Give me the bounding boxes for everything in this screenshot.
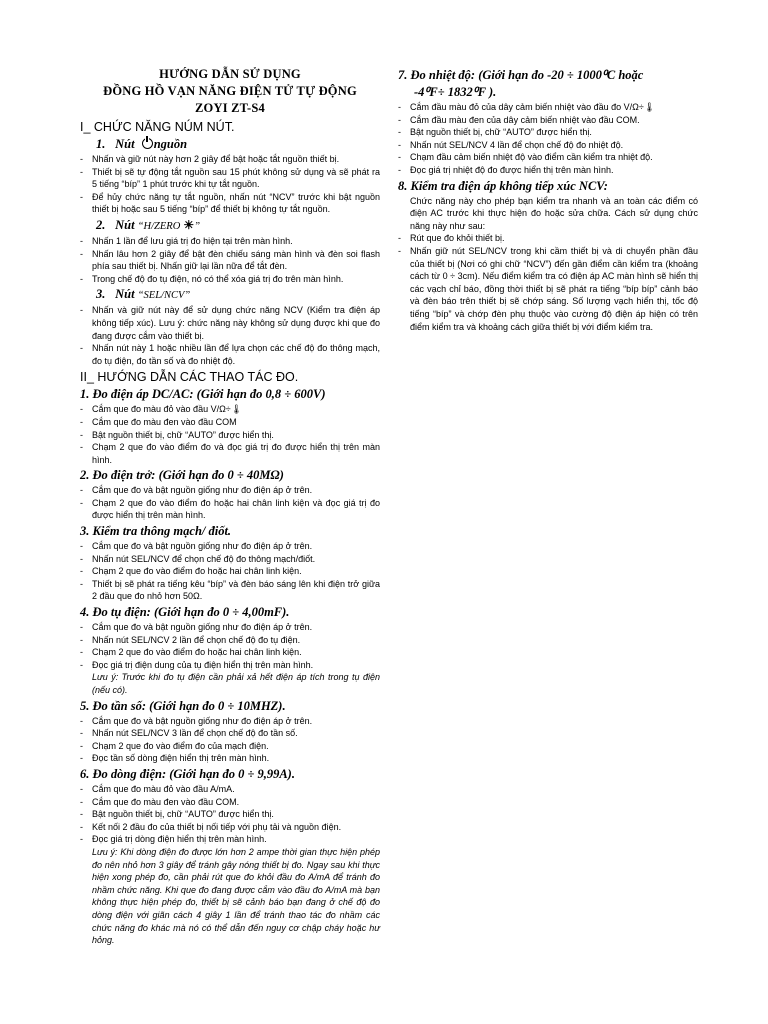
list-item: - Cắm que đo màu đen vào đầu COM. <box>80 796 380 809</box>
list-item: - Nhấn và giữ nút này để sử dụng chức năng NCV (Kiểm tra điện áp không tiếp xúc). Lưu ý: chức năng này không sử dụng được khi que đo đang được cắm vào thiết bị. <box>80 304 380 342</box>
title-line-2: ĐỒNG HỒ VẠN NĂNG ĐIỆN TỬ TỰ ĐỘNG <box>103 84 357 98</box>
measure-6-heading: 6. Đo dòng điện: (Giới hạn đo 0 ÷ 9,99A). <box>80 766 295 781</box>
list-item: - Kết nối 2 đầu đo của thiết bị nối tiếp với phụ tải và nguồn điện. <box>80 821 380 834</box>
measure-6-list <box>80 783 380 846</box>
measure-2-heading: 2. Đo điện trở: (Giới hạn đo 0 ÷ 40MΩ) <box>80 468 284 483</box>
list-item: - Thiết bị sẽ phát ra tiếng kêu “bíp” và đèn báo sáng lên khi điện trở giữa 2 đầu que đo nhỏ hơn 50Ω. <box>80 578 380 603</box>
measure-2-list <box>80 484 380 522</box>
list-item: - Bật nguồn thiết bị, chữ “AUTO” được hiển thị. <box>398 126 698 139</box>
list-item: - Nhấn nút SEL/NCV 2 lần để chọn chế độ đo tụ điện. <box>80 634 380 647</box>
measure-8-list <box>398 232 698 333</box>
list-item: - Chạm 2 que đo vào điểm đo của mạch điện. <box>80 740 380 753</box>
measure-6-note: Lưu ý: Khi dòng điện đo được lớn hơn 2 ampe thời gian thực hiện phép đo nên nhỏ hơn 3 giây để tránh gây nóng thiết bị đo. Ngay sau khi thực hiện xong phép đo, cần phải rút que đo khỏi đầu đo A/mA để tránh đo nhầm chức năng. Khi que đo đang được cắm vào đầu đo A/mA mà bạn không thực hiện phép đo, thiết bị sẽ cảnh báo bạn đang ở chế độ đo dòng điện với giãn cách 4 giây 1 lần để tránh thao tác đo nhầm các chức năng đo khác mà nó có thể dẫn đến nguy cơ chập cháy hoặc hư hỏng. <box>92 846 380 946</box>
list-item: - Cắm đầu màu đỏ của dây cảm biến nhiệt vào đầu đo V/Ω÷🌡 <box>398 101 698 114</box>
list-item: - Nhấn nút này 1 hoặc nhiều lần để lựa chọn các chế độ đo thông mạch, đo tụ điện, đo tần số và đo nhiệt độ. <box>80 342 380 367</box>
list-item: - Chạm 2 que đo vào điểm đo hoặc hai chân linh kiện. <box>80 646 380 659</box>
measure-1-heading: 1. Đo điện áp DC/AC: (Giới hạn đo 0,8 ÷ 600V) <box>80 387 326 402</box>
measure-1-list <box>80 403 380 466</box>
list-item: - Cắm que đo màu đen vào đầu COM <box>80 416 380 429</box>
list-item: - Nhấn 1 lần để lưu giá trị đo hiện tại trên màn hình. <box>80 235 380 248</box>
button-1-heading: 1. Nút nguồn <box>96 137 188 151</box>
list-item: - Chạm 2 que đo vào điểm đo hoặc hai chân linh kiện. <box>80 565 380 578</box>
list-item: - Nhấn nút SEL/NCV 4 lần để chọn chế độ đo nhiệt độ. <box>398 139 698 152</box>
list-item: - Đọc giá trị nhiệt độ đo được hiển thị trên màn hình. <box>398 164 698 177</box>
measure-7-list <box>398 101 698 177</box>
document-title <box>80 66 380 117</box>
list-item: - Cắm đầu màu đen của dây cảm biến nhiệt vào đầu COM. <box>398 114 698 127</box>
list-item: - Cắm que đo và bật nguồn giống như đo điện áp ở trên. <box>80 621 380 634</box>
light-icon: ☀ <box>183 217 195 232</box>
measure-8-intro: Chức năng này cho phép bạn kiểm tra nhanh và an toàn các điểm có điện AC trước khi thực hiện đo hoặc sửa chữa. Cách sử dụng chức năng này như sau: <box>410 195 698 231</box>
measure-7-heading: 7. Đo nhiệt độ: (Giới hạn đo -20 ÷ 1000⁰C hoặc -4⁰F÷ 1832⁰F ). <box>398 68 644 99</box>
list-item: - Nhấn nút SEL/NCV để chọn chế độ đo thông mạch/điốt. <box>80 553 380 566</box>
list-item: - Đọc giá trị dòng điện hiển thị trên màn hình. <box>80 833 380 846</box>
list-item: - Cắm que đo màu đỏ vào đầu A/mA. <box>80 783 380 796</box>
list-item: - Rút que đo khỏi thiết bị. <box>398 232 698 245</box>
list-item: - Cắm que đo và bật nguồn giống như đo điện áp ở trên. <box>80 484 380 497</box>
list-item: - Để hủy chức năng tự tắt nguồn, nhấn nút “NCV” trước khi bật nguồn thiết bị hoặc sau 5 tiếng “bíp” để thiết bị không tự tắt nguồn. <box>80 191 380 216</box>
list-item: - Chạm đầu cảm biến nhiệt độ vào điểm cần kiểm tra nhiệt độ. <box>398 151 698 164</box>
button-1-list <box>80 153 380 216</box>
list-item: - Chạm 2 que đo vào điểm đo và đọc giá trị đo được hiển thị trên màn hình. <box>80 441 380 466</box>
right-column <box>398 66 698 333</box>
section-2-heading: II_ HƯỚNG DẪN CÁC THAO TÁC ĐO. <box>80 370 299 385</box>
button-3-heading: 3. Nút “SEL/NCV” <box>96 287 191 302</box>
list-item: - Thiết bị sẽ tự động tắt nguồn sau 15 phút không sử dụng và sẽ phát ra 5 tiếng “bíp” 1 phút trước khi tự tắt nguồn. <box>80 166 380 191</box>
list-item: - Cắm que đo và bật nguồn giống như đo điện áp ở trên. <box>80 540 380 553</box>
section-1-heading: I_ CHỨC NĂNG NÚM NÚT. <box>80 120 235 134</box>
list-item: - Chạm 2 que đo vào điểm đo hoặc hai chân linh kiện và đọc giá trị đo được hiển thị trên màn hình. <box>80 497 380 522</box>
list-item: - Cắm que đo và bật nguồn giống như đo điện áp ở trên. <box>80 715 380 728</box>
power-icon <box>142 138 153 149</box>
list-item: - Trong chế độ đo tụ điện, nó có thể xóa giá trị đo trên màn hình. <box>80 273 380 286</box>
button-2-list <box>80 235 380 285</box>
list-item: - Đọc tần số dòng điện hiển thị trên màn hình. <box>80 752 380 765</box>
measure-4-heading: 4. Đo tụ điện: (Giới hạn đo 0 ÷ 4,00mF). <box>80 605 290 620</box>
list-item: - Nhấn nút SEL/NCV 3 lần để chọn chế độ đo tần số. <box>80 727 380 740</box>
list-item: - Đọc giá trị điện dung của tụ điện hiển thị trên màn hình. <box>80 659 380 672</box>
measure-8-heading: 8. Kiểm tra điện áp không tiếp xúc NCV: <box>398 178 608 193</box>
list-item: - Nhấn và giữ nút này hơn 2 giây để bật hoặc tắt nguồn thiết bị. <box>80 153 380 166</box>
list-item: - Nhấn giữ nút SEL/NCV trong khi cầm thiết bị và di chuyển phần đầu của thiết bị (Nơi có ghi chữ “NCV”) đến gần điểm cần kiểm tra (khoảng cách từ 0 ÷ 3cm). Nếu điểm kiểm tra có điện áp AC màn hình sẽ hiển thị các vạch chỉ báo, đồng thời thiết bị sẽ phát ra tiếng “bíp bíp” cảnh báo và đèn báo trên thiết bị sẽ chớp sáng. Số lượng vạch hiển thị, tốc độ tiếng “bíp” và chớp đèn phụ thuộc vào cường độ điện áp hiện có trên điểm kiểm tra và khoảng cách giữa thiết bị với điểm kiểm tra. <box>398 245 698 333</box>
measure-4-list <box>80 621 380 671</box>
button-3-list <box>80 304 380 367</box>
list-item: - Bật nguồn thiết bị, chữ “AUTO” được hiển thị. <box>80 429 380 442</box>
measure-3-heading: 3. Kiểm tra thông mạch/ điốt. <box>80 524 232 539</box>
measure-4-note: Lưu ý: Trước khi đo tụ điện cần phải xả hết điện áp tích trong tụ điện (nếu có). <box>92 672 380 695</box>
title-line-3: ZOYI ZT-S4 <box>195 101 265 115</box>
list-item: - Cắm que đo màu đỏ vào đầu V/Ω÷🌡 <box>80 403 380 416</box>
measure-3-list <box>80 540 380 603</box>
title-line-1: HƯỚNG DẪN SỬ DỤNG <box>159 67 301 81</box>
measure-5-list <box>80 715 380 765</box>
measure-5-heading: 5. Đo tần số: (Giới hạn đo 0 ÷ 10MHZ). <box>80 698 286 713</box>
left-column <box>80 66 380 947</box>
button-2-heading: 2. Nút “H/ZERO ☀” <box>96 217 201 232</box>
list-item: - Bật nguồn thiết bị, chữ “AUTO” được hiển thị. <box>80 808 380 821</box>
list-item: - Nhấn lâu hơn 2 giây để bật đèn chiếu sáng màn hình và đèn soi flash phía sau thiết bị. Nhấn giữ lại lần nữa để tắt đèn. <box>80 248 380 273</box>
